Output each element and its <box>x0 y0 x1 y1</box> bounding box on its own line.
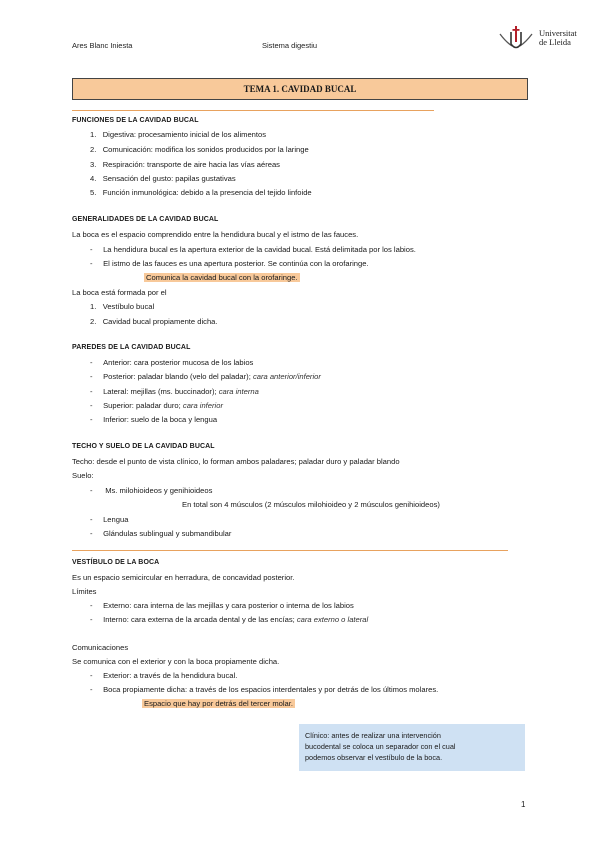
paredes-heading: PAREDES DE LA CAVIDAD BUCAL <box>72 344 191 351</box>
list-text: Respiración: transporte de aire hacia las vías aéreas <box>102 160 280 169</box>
list-number: 4. <box>90 174 97 183</box>
bullet-item: - Posterior: paladar blando (velo del paladar); cara anterior/inferior <box>90 372 321 381</box>
bullet-item: - Interno: cara externa de la arcada dental y de las encías; cara externo o lateral <box>90 615 369 624</box>
bullet-item: - Boca propiamente dicha: a través de los espacios interdentales y por detrás de los últimos molares. <box>90 685 439 694</box>
list-text: Vestíbulo bucal <box>102 302 155 311</box>
bullet-item: - Superior: paladar duro; cara inferior <box>90 401 223 410</box>
note-line: podemos observar el vestíbulo de la boca. <box>305 753 443 762</box>
bullet-note: cara anterior/inferior <box>252 372 321 381</box>
techo-heading: TECHO Y SUELO DE LA CAVIDAD BUCAL <box>72 443 215 450</box>
highlight-orofaringe: Comunica la cavidad bucal con la orofaringe. <box>146 273 298 282</box>
list-number: 3. <box>90 160 97 169</box>
formada-text: La boca está formada por el <box>72 288 167 297</box>
subject-name: Sistema digestiu <box>262 41 318 50</box>
bullet-note: cara externo o lateral <box>296 615 369 624</box>
list-text: Sensación del gusto: papilas gustativas <box>102 174 236 183</box>
university-emblem-icon <box>498 24 534 54</box>
bullet-text: Externo: cara interna de las mejillas y cara posterior o interna de los labios <box>103 601 354 610</box>
university-name-line2: de Lleida <box>539 37 571 47</box>
list-item <box>90 145 309 154</box>
note-line: bucodental se coloca un separador con el cual <box>305 742 456 751</box>
author-name: Ares Blanc Iniesta <box>72 41 133 50</box>
list-text: Función inmunológica: debido a la presencia del tejido linfoide <box>102 188 312 197</box>
highlight-tercer-molar: Espacio que hay por detrás del tercer molar. <box>144 699 294 708</box>
bullet-text: Ms. milohioideos y genihioideos <box>105 486 213 495</box>
list-item <box>90 302 154 311</box>
bullet-text: Lengua <box>103 515 129 524</box>
comunicaciones-intro: Se comunica con el exterior y con la boca propiamente dicha. <box>72 657 280 666</box>
bullet-item: - Lateral: mejillas (ms. buccinador); cara interna <box>90 387 259 396</box>
list-item <box>90 188 312 197</box>
bullet-text: Interno: cara externa de la arcada dental y de las encías; <box>103 615 295 624</box>
bullet-text: Boca propiamente dicha: a través de los espacios interdentales y por detrás de los últimos molares. <box>103 685 439 694</box>
bullet-item: - Exterior: a través de la hendidura bucal. <box>90 671 238 680</box>
list-item <box>90 130 266 139</box>
list-item <box>90 160 280 169</box>
bullet-text: La hendidura bucal es la apertura exterior de la cavidad bucal. Está delimitada por los labios. <box>103 245 416 254</box>
comunicaciones-label: Comunicaciones <box>72 643 129 652</box>
bullet-text: Exterior: a través de la hendidura bucal. <box>103 671 238 680</box>
list-number: 1. <box>90 130 97 139</box>
list-number: 5. <box>90 188 97 197</box>
bullet-item: - Glándulas sublingual y submandibular <box>90 529 232 538</box>
bullet-text: El istmo de las fauces es una apertura posterior. Se continúa con la orofaringe. <box>103 259 369 268</box>
page-title: TEMA 1. CAVIDAD BUCAL <box>72 78 528 100</box>
limites-label: Límites <box>72 587 97 596</box>
musculos-total: En total son 4 músculos (2 músculos milohioideo y 2 músculos genihioideos) <box>182 500 440 509</box>
list-number: 1. <box>90 302 97 311</box>
generalidades-heading: GENERALIDADES DE LA CAVIDAD BUCAL <box>72 216 219 223</box>
vestibulo-intro: Es un espacio semicircular en herradura, de concavidad posterior. <box>72 573 295 582</box>
section-divider <box>72 110 434 111</box>
bullet-text: Lateral: mejillas (ms. buccinador); <box>103 387 217 396</box>
university-logo <box>498 24 588 54</box>
bullet-text: Anterior: cara posterior mucosa de los labios <box>103 358 254 367</box>
list-text: Comunicación: modifica los sonidos producidos por la laringe <box>102 145 309 154</box>
note-line: Clínico: antes de realizar una intervención <box>305 731 441 740</box>
bullet-note: cara inferior <box>182 401 223 410</box>
bullet-item: - Lengua <box>90 515 129 524</box>
list-item <box>90 317 218 326</box>
bullet-text: Inferior: suelo de la boca y lengua <box>103 415 218 424</box>
university-name-line1: Universitat <box>539 28 577 38</box>
list-text: Cavidad bucal propiamente dicha. <box>102 317 218 326</box>
list-item <box>90 174 236 183</box>
bullet-item: - La hendidura bucal es la apertura exterior de la cavidad bucal. Está delimitada por los labios. <box>90 245 416 254</box>
bullet-note: cara interna <box>218 387 259 396</box>
section-divider <box>72 550 508 551</box>
bullet-item: - Anterior: cara posterior mucosa de los labios <box>90 358 254 367</box>
bullet-item: - Inferior: suelo de la boca y lengua <box>90 415 218 424</box>
list-number: 2. <box>90 145 97 154</box>
techo-text: Techo: desde el punto de vista clínico, lo forman ambos paladares; paladar duro y paladar blando <box>72 457 400 466</box>
page-number: 1 <box>521 800 526 809</box>
clinical-note <box>299 724 525 771</box>
bullet-item: - Externo: cara interna de las mejillas y cara posterior o interna de los labios <box>90 601 354 610</box>
bullet-text: Glándulas sublingual y submandibular <box>103 529 232 538</box>
generalidades-intro: La boca es el espacio comprendido entre la hendidura bucal y el istmo de las fauces. <box>72 230 359 239</box>
list-text: Digestiva: procesamiento inicial de los alimentos <box>102 130 267 139</box>
suelo-label: Suelo: <box>72 471 94 480</box>
funciones-heading: FUNCIONES DE LA CAVIDAD BUCAL <box>72 117 199 124</box>
bullet-text: Posterior: paladar blando (velo del paladar); <box>103 372 251 381</box>
bullet-text: Superior: paladar duro; <box>103 401 181 410</box>
bullet-item: - Ms. milohioideos y genihioideos <box>90 486 213 495</box>
bullet-item: - El istmo de las fauces es una apertura posterior. Se continúa con la orofaringe. <box>90 259 369 268</box>
vestibulo-heading: VESTÍBULO DE LA BOCA <box>72 559 160 566</box>
list-number: 2. <box>90 317 97 326</box>
